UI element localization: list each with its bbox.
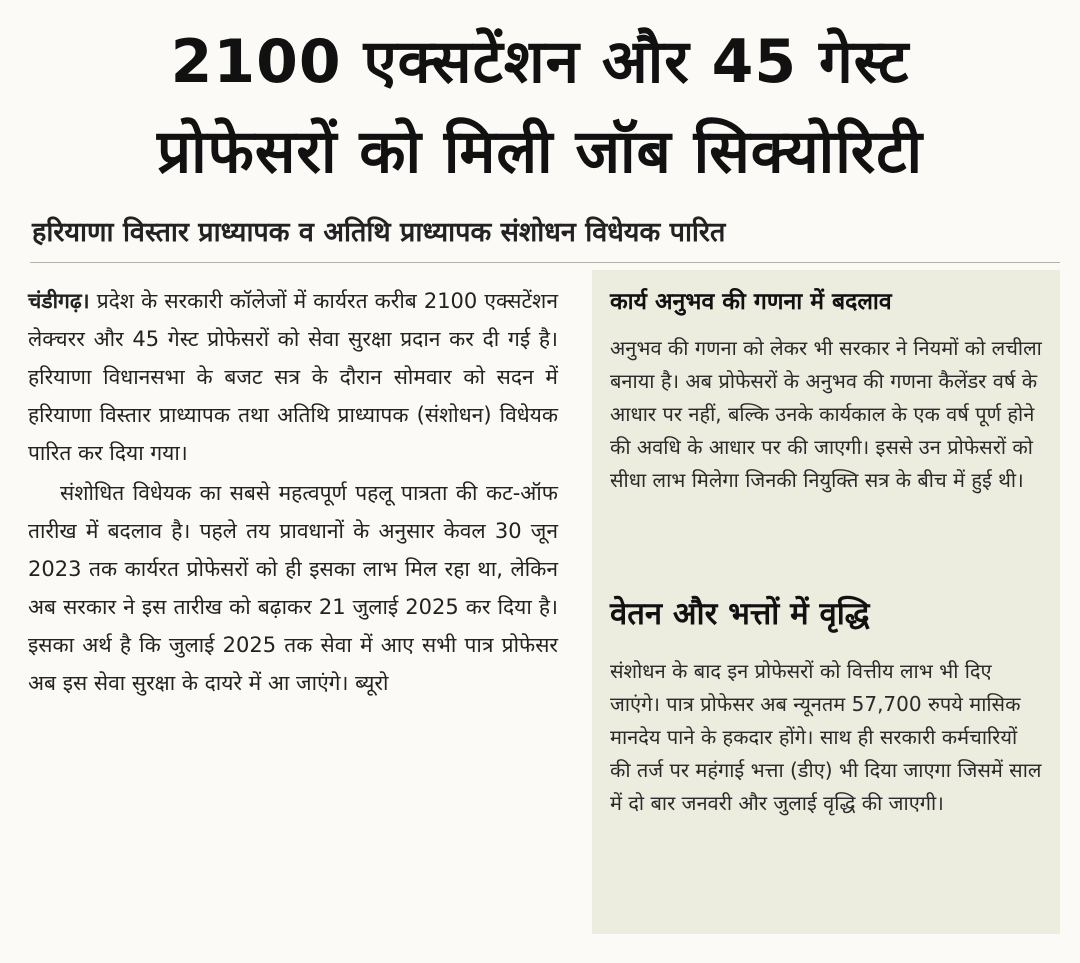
article-body: [28, 282, 558, 702]
headline-line-2: प्रोफेसरों को मिली जॉब सिक्योरिटी: [156, 117, 924, 187]
article-paragraph-2: [28, 474, 558, 702]
byline: ब्यूरो: [355, 671, 389, 695]
sidebar-paragraph-salary: संशोधन के बाद इन प्रोफेसरों को वित्तीय लाभ भी दिए जाएंगे। पात्र प्रोफेसर अब न्यूनतम 57,700 रुपये मासिक मानदेय पाने के हकदार होंगे। साथ ही सरकारी कर्मचारियों की तर्ज पर महंगाई भत्ता (डीए) भी दिया जाएगा जिसमें साल में दो बार जनवरी और जुलाई वृद्धि की जाएगी।: [610, 659, 1042, 815]
dateline: चंडीगढ़।: [28, 289, 90, 313]
headline-line-1: 2100 एक्सटेंशन और 45 गेस्ट: [170, 27, 910, 97]
article-paragraph-1: [28, 282, 558, 472]
sidebar-box: [592, 270, 1060, 934]
subheadline: हरियाणा विस्तार प्राध्यापक व अतिथि प्राध्यापक संशोधन विधेयक पारित: [32, 217, 726, 248]
sidebar-paragraph-experience: अनुभव की गणना को लेकर भी सरकार ने नियमों को लचीला बनाया है। अब प्रोफेसरों के अनुभव की गणना कैलेंडर वर्ष के आधार पर नहीं, बल्कि उनके कार्यकाल के एक वर्ष पूर्ण होने की अवधि के आधार पर की जाएगी। इससे उन प्रोफेसरों को सीधा लाभ मिलेगा जिनकी नियुक्ति सत्र के बीच में हुई थी।: [610, 336, 1042, 492]
sidebar-heading-salary: वेतन और भत्तों में वृद्धि: [610, 596, 870, 632]
paragraph-2-text: संशोधित विधेयक का सबसे महत्वपूर्ण पहलू पात्रता की कट-ऑफ तारीख में बदलाव है। पहले तय प्रावधानों के अनुसार केवल 30 जून 2023 तक कार्यरत प्रोफेसरों को ही इसका लाभ मिल रहा था, लेकिन अब सरकार ने इस तारीख को बढ़ाकर 21 जुलाई 2025 कर दिया है। इसका अर्थ है कि जुलाई 2025 तक सेवा में आए सभी पात्र प्रोफेसर अब इस सेवा सुरक्षा के दायरे में आ जाएंगे।: [28, 481, 558, 695]
paragraph-1-text: प्रदेश के सरकारी कॉलेजों में कार्यरत करीब 2100 एक्सटेंशन लेक्चरर और 45 गेस्ट प्रोफेसरों को सेवा सुरक्षा प्रदान कर दी गई है। हरियाणा विधानसभा के बजट सत्र के दौरान सोमवार को सदन में हरियाणा विस्तार प्राध्यापक तथा अतिथि प्राध्यापक (संशोधन) विधेयक पारित कर दिया गया।: [28, 289, 558, 465]
sidebar-heading-experience: कार्य अनुभव की गणना में बदलाव: [610, 289, 892, 315]
divider: [30, 262, 1060, 263]
